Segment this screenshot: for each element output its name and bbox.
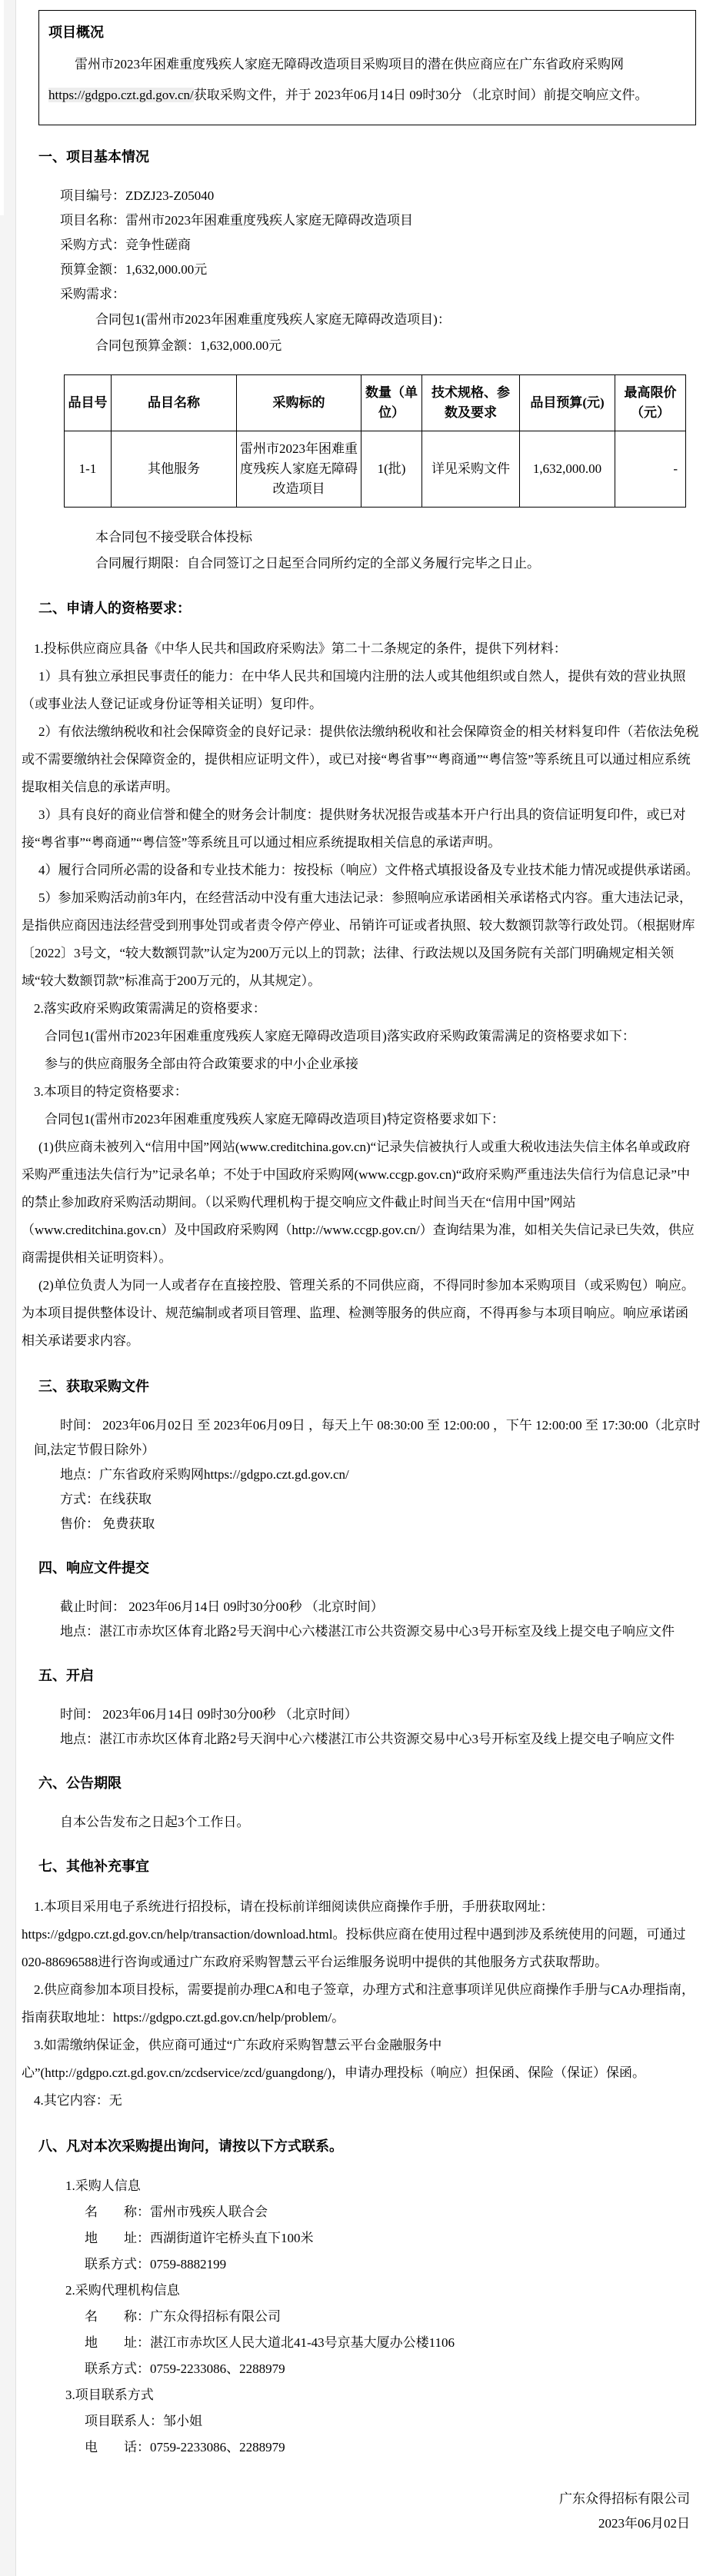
qualification-item: 3.本项目的特定资格要求：: [34, 1084, 188, 1099]
footer-company: 广东众得招标有限公司: [559, 2491, 690, 2506]
acquire-place-line: 地点：广东省政府采购网https://gdgpo.czt.gd.gov.cn/: [60, 1467, 349, 1482]
procurement-demand-line: 采购需求：: [60, 287, 125, 301]
col-header-budget: 品目预算(元): [520, 375, 615, 431]
cell-budget: 1,632,000.00: [520, 431, 615, 508]
bottom-spacer: [22, 2536, 701, 2576]
qualification-item: 4）履行合同所必需的设备和专业技术能力：按投标（响应）文件格式填报设备及专业技术能力情况或提供承诺函。: [38, 863, 699, 877]
acquire-method-line: 方式：在线获取: [60, 1492, 152, 1506]
qualification-item: 2）有依法缴纳税收和社会保障资金的良好记录：提供依法缴纳税收和社会保障资金的相关材料复印件（若依法免税或不需要缴纳社会保障资金的，提供相应证明文件），或已对接“粤省事”“粤商通”“粤信签”等系统且可以通过相应系统提取相关信息的承诺声明。: [22, 724, 699, 794]
cell-price-cap: -: [615, 431, 686, 508]
scrollbar-track[interactable]: [0, 0, 16, 2576]
agency-contact-line: 联系方式：0759-2233086、2288979: [85, 2361, 285, 2376]
items-table: [64, 374, 686, 508]
col-header-quantity: 数量（单位）: [361, 375, 422, 431]
project-contact-heading: 3.项目联系方式: [65, 2388, 154, 2402]
col-header-specs: 技术规格、参数及要求: [422, 375, 520, 431]
section7-title: 七、其他补充事宜: [38, 1859, 149, 1874]
cell-quantity: 1(批): [361, 431, 422, 508]
scrollbar-thumb[interactable]: [0, 0, 4, 215]
budget-amount-line: 预算金额：1,632,000.00元: [60, 262, 208, 277]
table-row: [65, 431, 686, 508]
qualification-item: (1)供应商未被列入“信用中国”网站(www.creditchina.gov.cn)“记录失信被执行人或重大税收违法失信主体名单或政府采购严重违法失信行为”记录名单；不处于中国政府采购网(www.ccgp.gov.cn)“政府采购严重违法失信行为信息记录”中的禁止参加政府采购活动期间。（以采购代理机构于提交响应文件截止时间当天在“信用中国”网站（www.creditchina.gov.cn）及中国政府采购网（http://www.ccgp.gov.cn/）查询结果为准，如相关失信记录已失效，供应商需提供相关证明资料）。: [22, 1140, 695, 1265]
overview-intro-post: 获取采购文件，并于 2023年06月14日 09时30分 （北京时间）前提交响应文件。: [193, 88, 648, 102]
submit-deadline-line: 截止时间： 2023年06月14日 09时30分00秒 （北京时间）: [60, 1599, 384, 1614]
footer-date: 2023年06月02日: [598, 2516, 690, 2531]
project-name-line: 项目名称：雷州市2023年困难重度残疾人家庭无障碍改造项目: [60, 213, 413, 228]
cell-specs: 详见采购文件: [422, 431, 520, 508]
contract-package-line: 合同包1(雷州市2023年困难重度残疾人家庭无障碍改造项目)：: [95, 312, 451, 327]
overview-url-link[interactable]: https://gdgpo.czt.gd.gov.cn/: [48, 88, 194, 102]
overview-intro-pre: 雷州市2023年困难重度残疾人家庭无障碍改造项目采购项目的潜在供应商应在广东省政府采购网: [75, 57, 624, 72]
agency-address-line: 地 址：湛江市赤坎区人民大道北41-43号京基大厦办公楼1106: [85, 2335, 455, 2350]
agency-name-line: 名 称：广东众得招标有限公司: [85, 2309, 281, 2324]
col-header-item-no: 品目号: [65, 375, 112, 431]
section6-title: 六、公告期限: [38, 1776, 122, 1791]
qualification-item: 2.落实政府采购政策需满足的资格要求：: [34, 1001, 266, 1016]
section3-title: 三、获取采购文件: [38, 1379, 149, 1394]
project-number-line: 项目编号：ZDZJ23-Z05040: [60, 188, 215, 203]
procurement-method-line: 采购方式：竞争性磋商: [60, 238, 191, 252]
acquire-price-line: 售价： 免费获取: [60, 1516, 155, 1531]
project-overview-box: [38, 10, 696, 125]
qualification-item: 参与的供应商服务全部由符合政策要求的中小企业承接: [45, 1057, 358, 1071]
section8-title: 八、凡对本次采购提出询问，请按以下方式联系。: [38, 2138, 343, 2154]
supplement-item: 4.其它内容：无: [34, 2093, 122, 2108]
purchaser-name-line: 名 称：雷州市残疾人联合会: [85, 2205, 268, 2219]
submit-place-line: 地点：湛江市赤坎区体育北路2号天润中心六楼湛江市公共资源交易中心3号开标室及线上提交电子响应文件: [60, 1624, 675, 1639]
qualification-item: 3）具有良好的商业信誉和健全的财务会计制度：提供财务状况报告或基本开户行出具的资信证明复印件，或已对接“粤省事”“粤商通”“粤信签”等系统且可以通过相应系统提取相关信息的承诺声明。: [22, 807, 686, 850]
overview-title: 项目概况: [48, 25, 104, 40]
qualification-item: 1）具有独立承担民事责任的能力：在中华人民共和国境内注册的法人或其他组织或自然人，提供有效的营业执照（或事业法人登记证或身份证等相关证明）复印件。: [22, 669, 686, 711]
qualification-item: 1.投标供应商应具备《中华人民共和国政府采购法》第二十二条规定的条件，提供下列材料：: [34, 641, 567, 656]
qualification-item: 5）参加采购活动前3年内，在经营活动中没有重大违法记录：参照响应承诺函相关承诺格式内容。重大违法记录，是指供应商因违法经营受到刑事处罚或者责令停产停业、吊销许可证或者执照、较大数额罚款等行政处罚。（根据财库〔2022〕3号文，“较大数额罚款”认定为200万元以上的罚款；法律、行政法规以及国务院有关部门明确规定相关领域“较大数额罚款”标准高于200万元的，从其规定）。: [22, 890, 695, 988]
section5-title: 五、开启: [38, 1668, 94, 1683]
cell-item-name: 其他服务: [112, 431, 237, 508]
opening-place-line: 地点：湛江市赤坎区体育北路2号天润中心六楼湛江市公共资源交易中心3号开标室及线上提交电子响应文件: [60, 1732, 675, 1746]
contract-package-budget-line: 合同包预算金额：1,632,000.00元: [95, 338, 282, 353]
announcement-period-line: 自本公告发布之日起3个工作日。: [60, 1815, 250, 1829]
purchaser-contact-line: 联系方式：0759-8882199: [85, 2257, 227, 2271]
agency-info-heading: 2.采购代理机构信息: [65, 2283, 180, 2298]
contract-term-note: 合同履行期限：自合同签订之日起至合同所约定的全部义务履行完毕之日止。: [95, 556, 540, 571]
cell-subject: 雷州市2023年困难重度残疾人家庭无障碍改造项目: [237, 431, 361, 508]
project-contact-person-line: 项目联系人：邹小姐: [85, 2414, 202, 2428]
qualification-item: 合同包1(雷州市2023年困难重度残疾人家庭无障碍改造项目)特定资格要求如下：: [45, 1112, 505, 1127]
opening-time-line: 时间： 2023年06月14日 09时30分00秒 （北京时间）: [60, 1707, 358, 1722]
purchaser-info-heading: 1.采购人信息: [65, 2178, 141, 2193]
section2-title: 二、申请人的资格要求：: [38, 601, 191, 616]
qualification-item: (2)单位负责人为同一人或者存在直接控股、管理关系的不同供应商，不得同时参加本采购项目（或采购包）响应。为本项目提供整体设计、规范编制或者项目管理、监理、检测等服务的供应商，不得再参与本项目响应。响应承诺函相关承诺要求内容。: [22, 1278, 695, 1348]
no-consortium-note: 本合同包不接受联合体投标: [95, 530, 252, 544]
footer-signature: [22, 2487, 701, 2536]
qualification-item: 合同包1(雷州市2023年困难重度残疾人家庭无障碍改造项目)落实政府采购政策需满足的资格要求如下：: [45, 1029, 635, 1043]
table-header-row: [65, 375, 686, 431]
purchaser-address-line: 地 址：西湖街道许宅桥头直下100米: [85, 2231, 314, 2245]
supplement-item: 1.本项目采用电子系统进行招投标，请在投标前详细阅读供应商操作手册，手册获取网址：https://gdgpo.czt.gd.gov.cn/help/transaction/download.html。投标供应商在使用过程中遇到涉及系统使用的问题，可通过020-88696588进行咨询或通过广东政府采购智慧云平台运维服务说明中提供的其他服务方式获取帮助。: [22, 1899, 686, 1969]
acquire-time-line: 时间： 2023年06月02日 至 2023年06月09日 ，每天上午 08:30:00 至 12:00:00 ，下午 12:00:00 至 17:30:00（北京时间,法定节假日除外）: [34, 1418, 701, 1457]
project-contact-phone-line: 电 话：0759-2233086、2288979: [85, 2440, 285, 2455]
section1-title: 一、项目基本情况: [38, 149, 149, 165]
col-header-subject: 采购标的: [237, 375, 361, 431]
section4-title: 四、响应文件提交: [38, 1560, 149, 1576]
document-content: [22, 10, 701, 2576]
supplement-item: 2.供应商参加本项目投标，需要提前办理CA和电子签章，办理方式和注意事项详见供应商操作手册与CA办理指南，指南获取地址：https://gdgpo.czt.gd.gov.cn/help/problem/。: [22, 1982, 695, 2025]
col-header-price-cap: 最高限价（元）: [615, 375, 686, 431]
overview-intro: [48, 49, 686, 111]
supplement-item: 3.如需缴纳保证金，供应商可通过“广东政府采购智慧云平台金融服务中心”(http://gdgpo.czt.gd.gov.cn/zcdservice/zcd/guangdong/)，申请办理投标（响应）担保函、保险（保证）保函。: [22, 2038, 645, 2080]
cell-item-no: 1-1: [65, 431, 112, 508]
col-header-item-name: 品目名称: [112, 375, 237, 431]
